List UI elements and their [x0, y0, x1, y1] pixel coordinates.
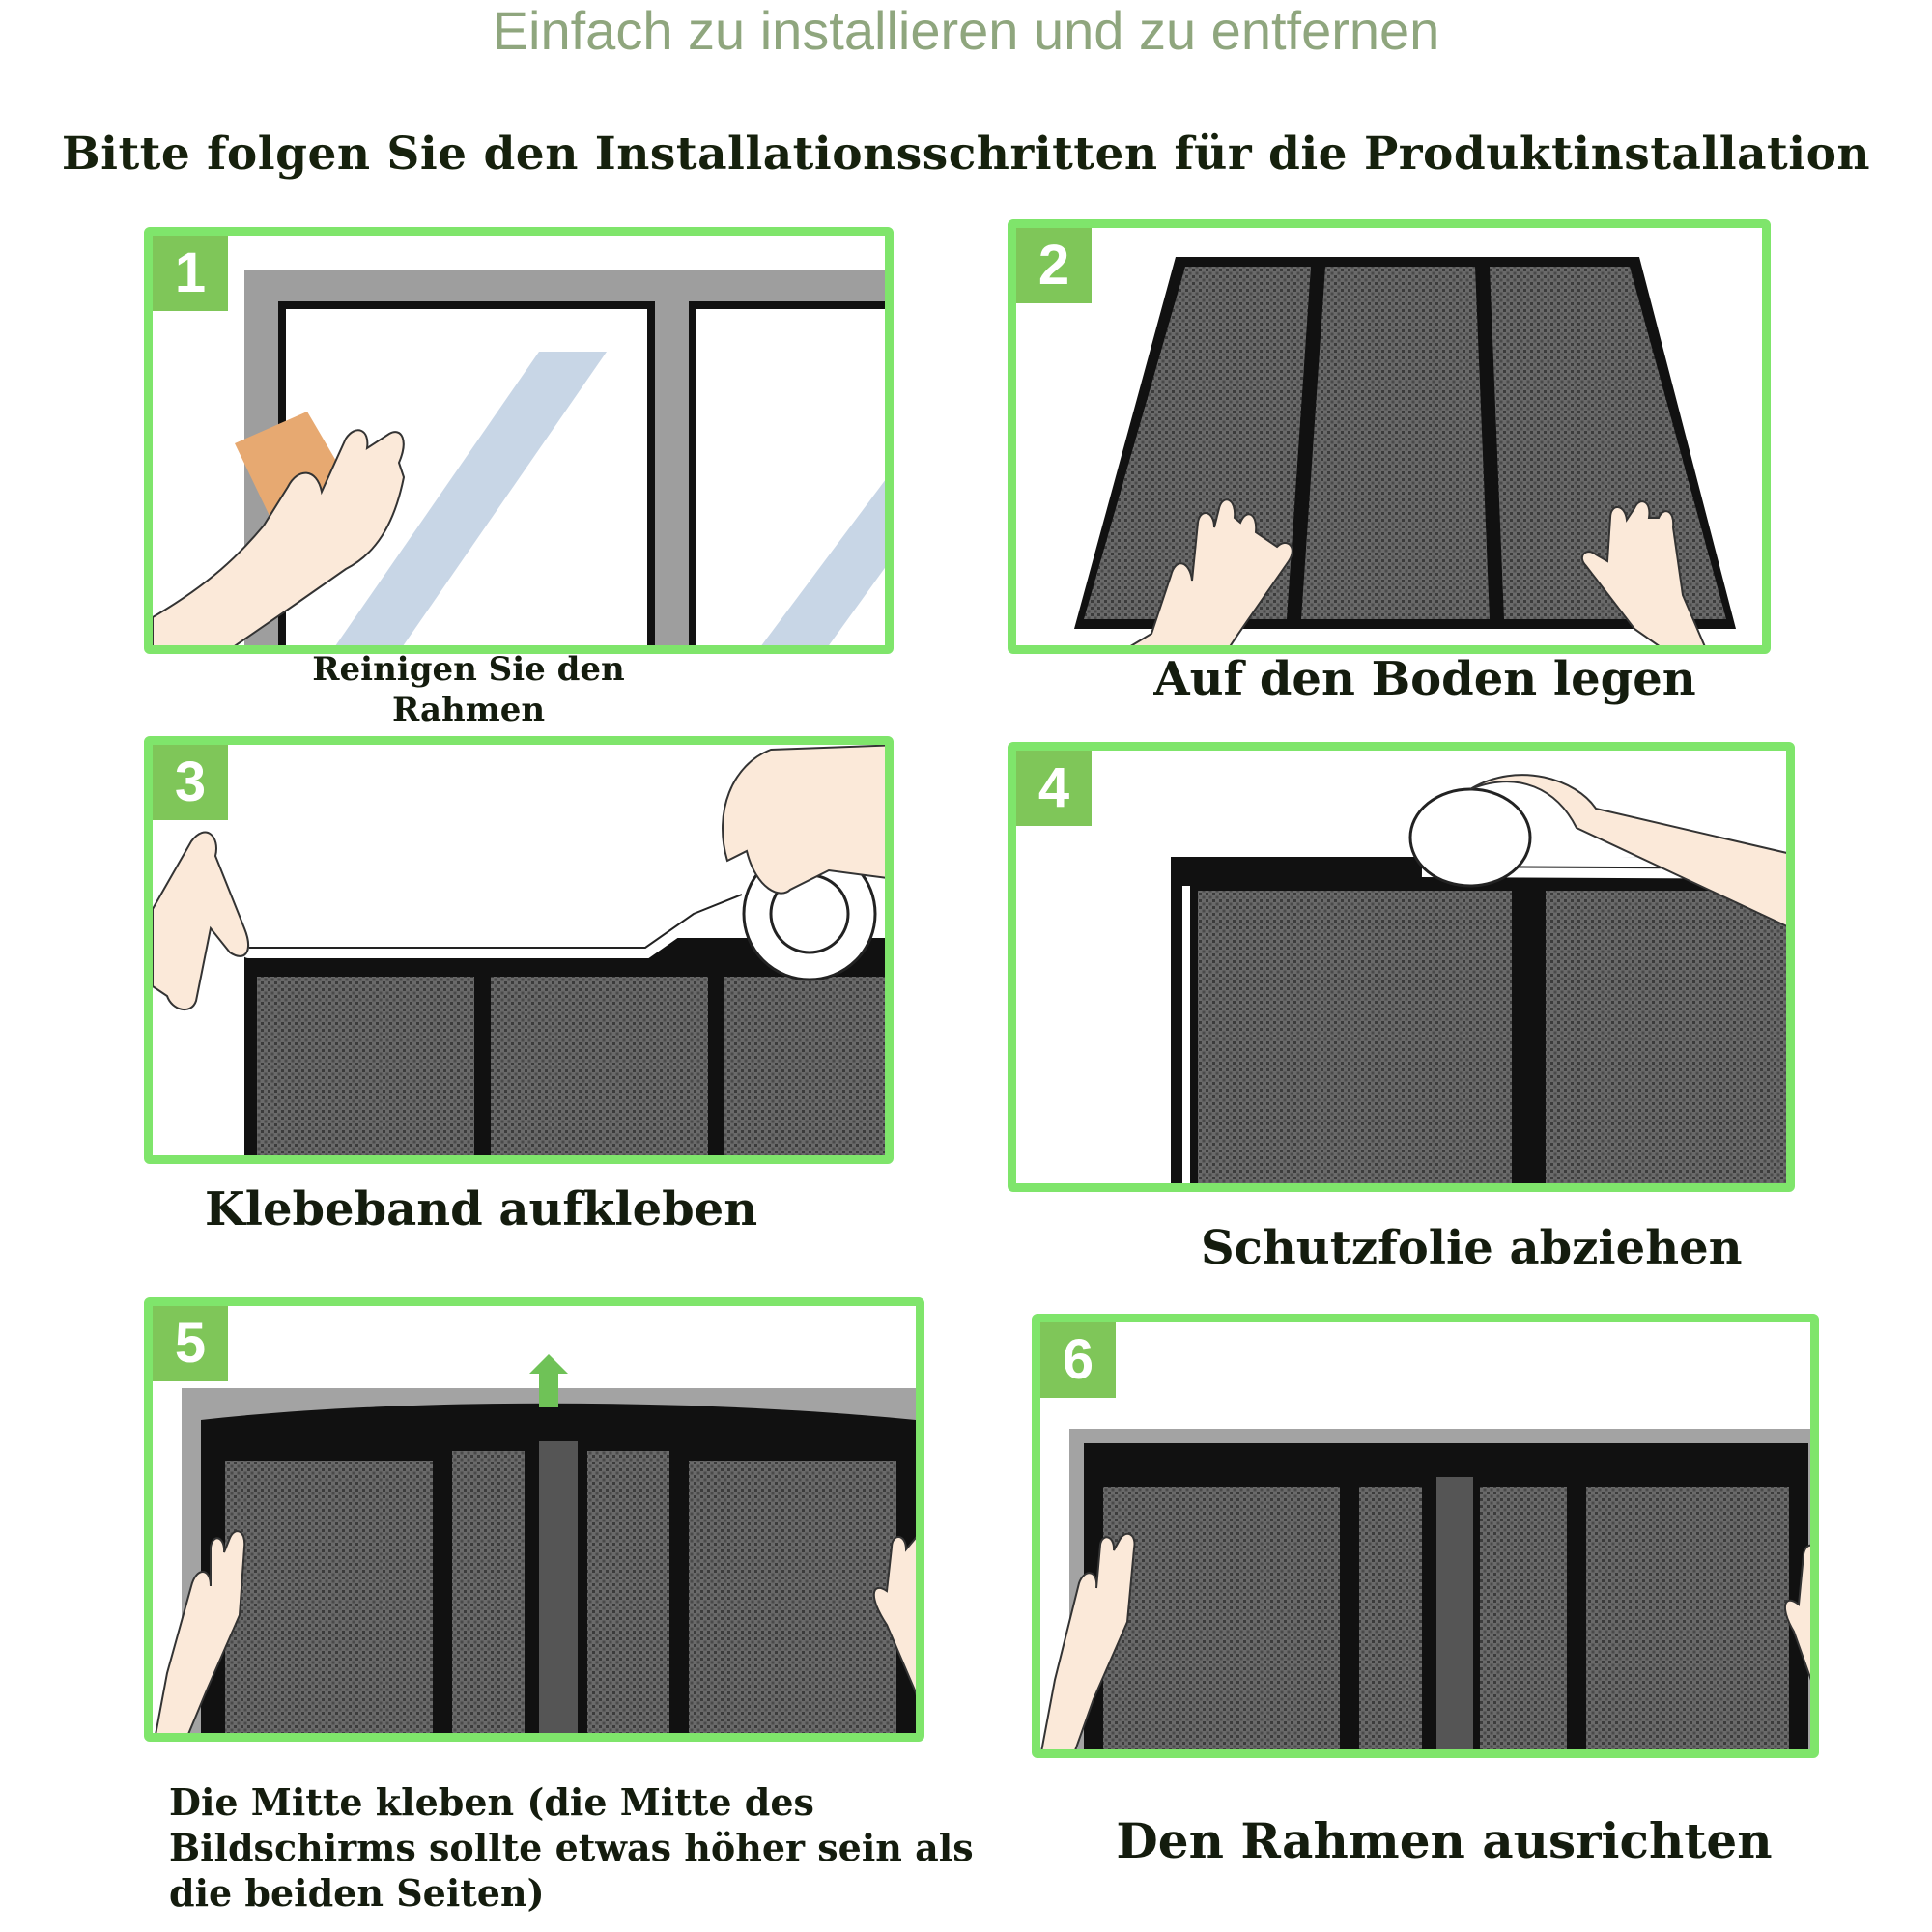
step-3-caption: Klebeband aufkleben [205, 1182, 758, 1236]
step-2-panel [1008, 219, 1771, 654]
step-4-number: 4 [1016, 751, 1092, 826]
step-6-caption: Den Rahmen ausrichten [1116, 1812, 1773, 1869]
step-2-caption: Auf den Boden legen [1153, 652, 1696, 706]
page-subtitle: Bitte folgen Sie den Installationsschritten für die Produktinstallation [61, 128, 1871, 181]
step-4-caption: Schutzfolie abziehen [1201, 1221, 1743, 1275]
step-6-number: 6 [1040, 1322, 1116, 1398]
film-roll-icon [1410, 789, 1530, 886]
step-6-illustration [1040, 1322, 1819, 1758]
step-4-illustration [1016, 751, 1795, 1192]
step-2-illustration [1016, 228, 1771, 654]
step-5-illustration [153, 1306, 924, 1742]
step-5-panel [144, 1297, 924, 1742]
step-5-caption: Die Mitte kleben (die Mitte des Bildschirms sollte etwas höher sein als die beiden Seiten) [169, 1780, 974, 1915]
step-6-panel [1032, 1314, 1819, 1758]
step-4-panel [1008, 742, 1795, 1192]
step-3-illustration [153, 745, 894, 1164]
step-1-number: 1 [153, 236, 228, 311]
step-3-number: 3 [153, 745, 228, 820]
step-1-panel [144, 227, 894, 654]
page-title: Einfach zu installieren und zu entfernen [492, 0, 1440, 61]
step-2-number: 2 [1016, 228, 1092, 303]
step-3-panel [144, 736, 894, 1164]
step-5-number: 5 [153, 1306, 228, 1381]
step-1-caption: Reinigen Sie den Rahmen [312, 650, 625, 729]
step-1-illustration [153, 236, 894, 654]
